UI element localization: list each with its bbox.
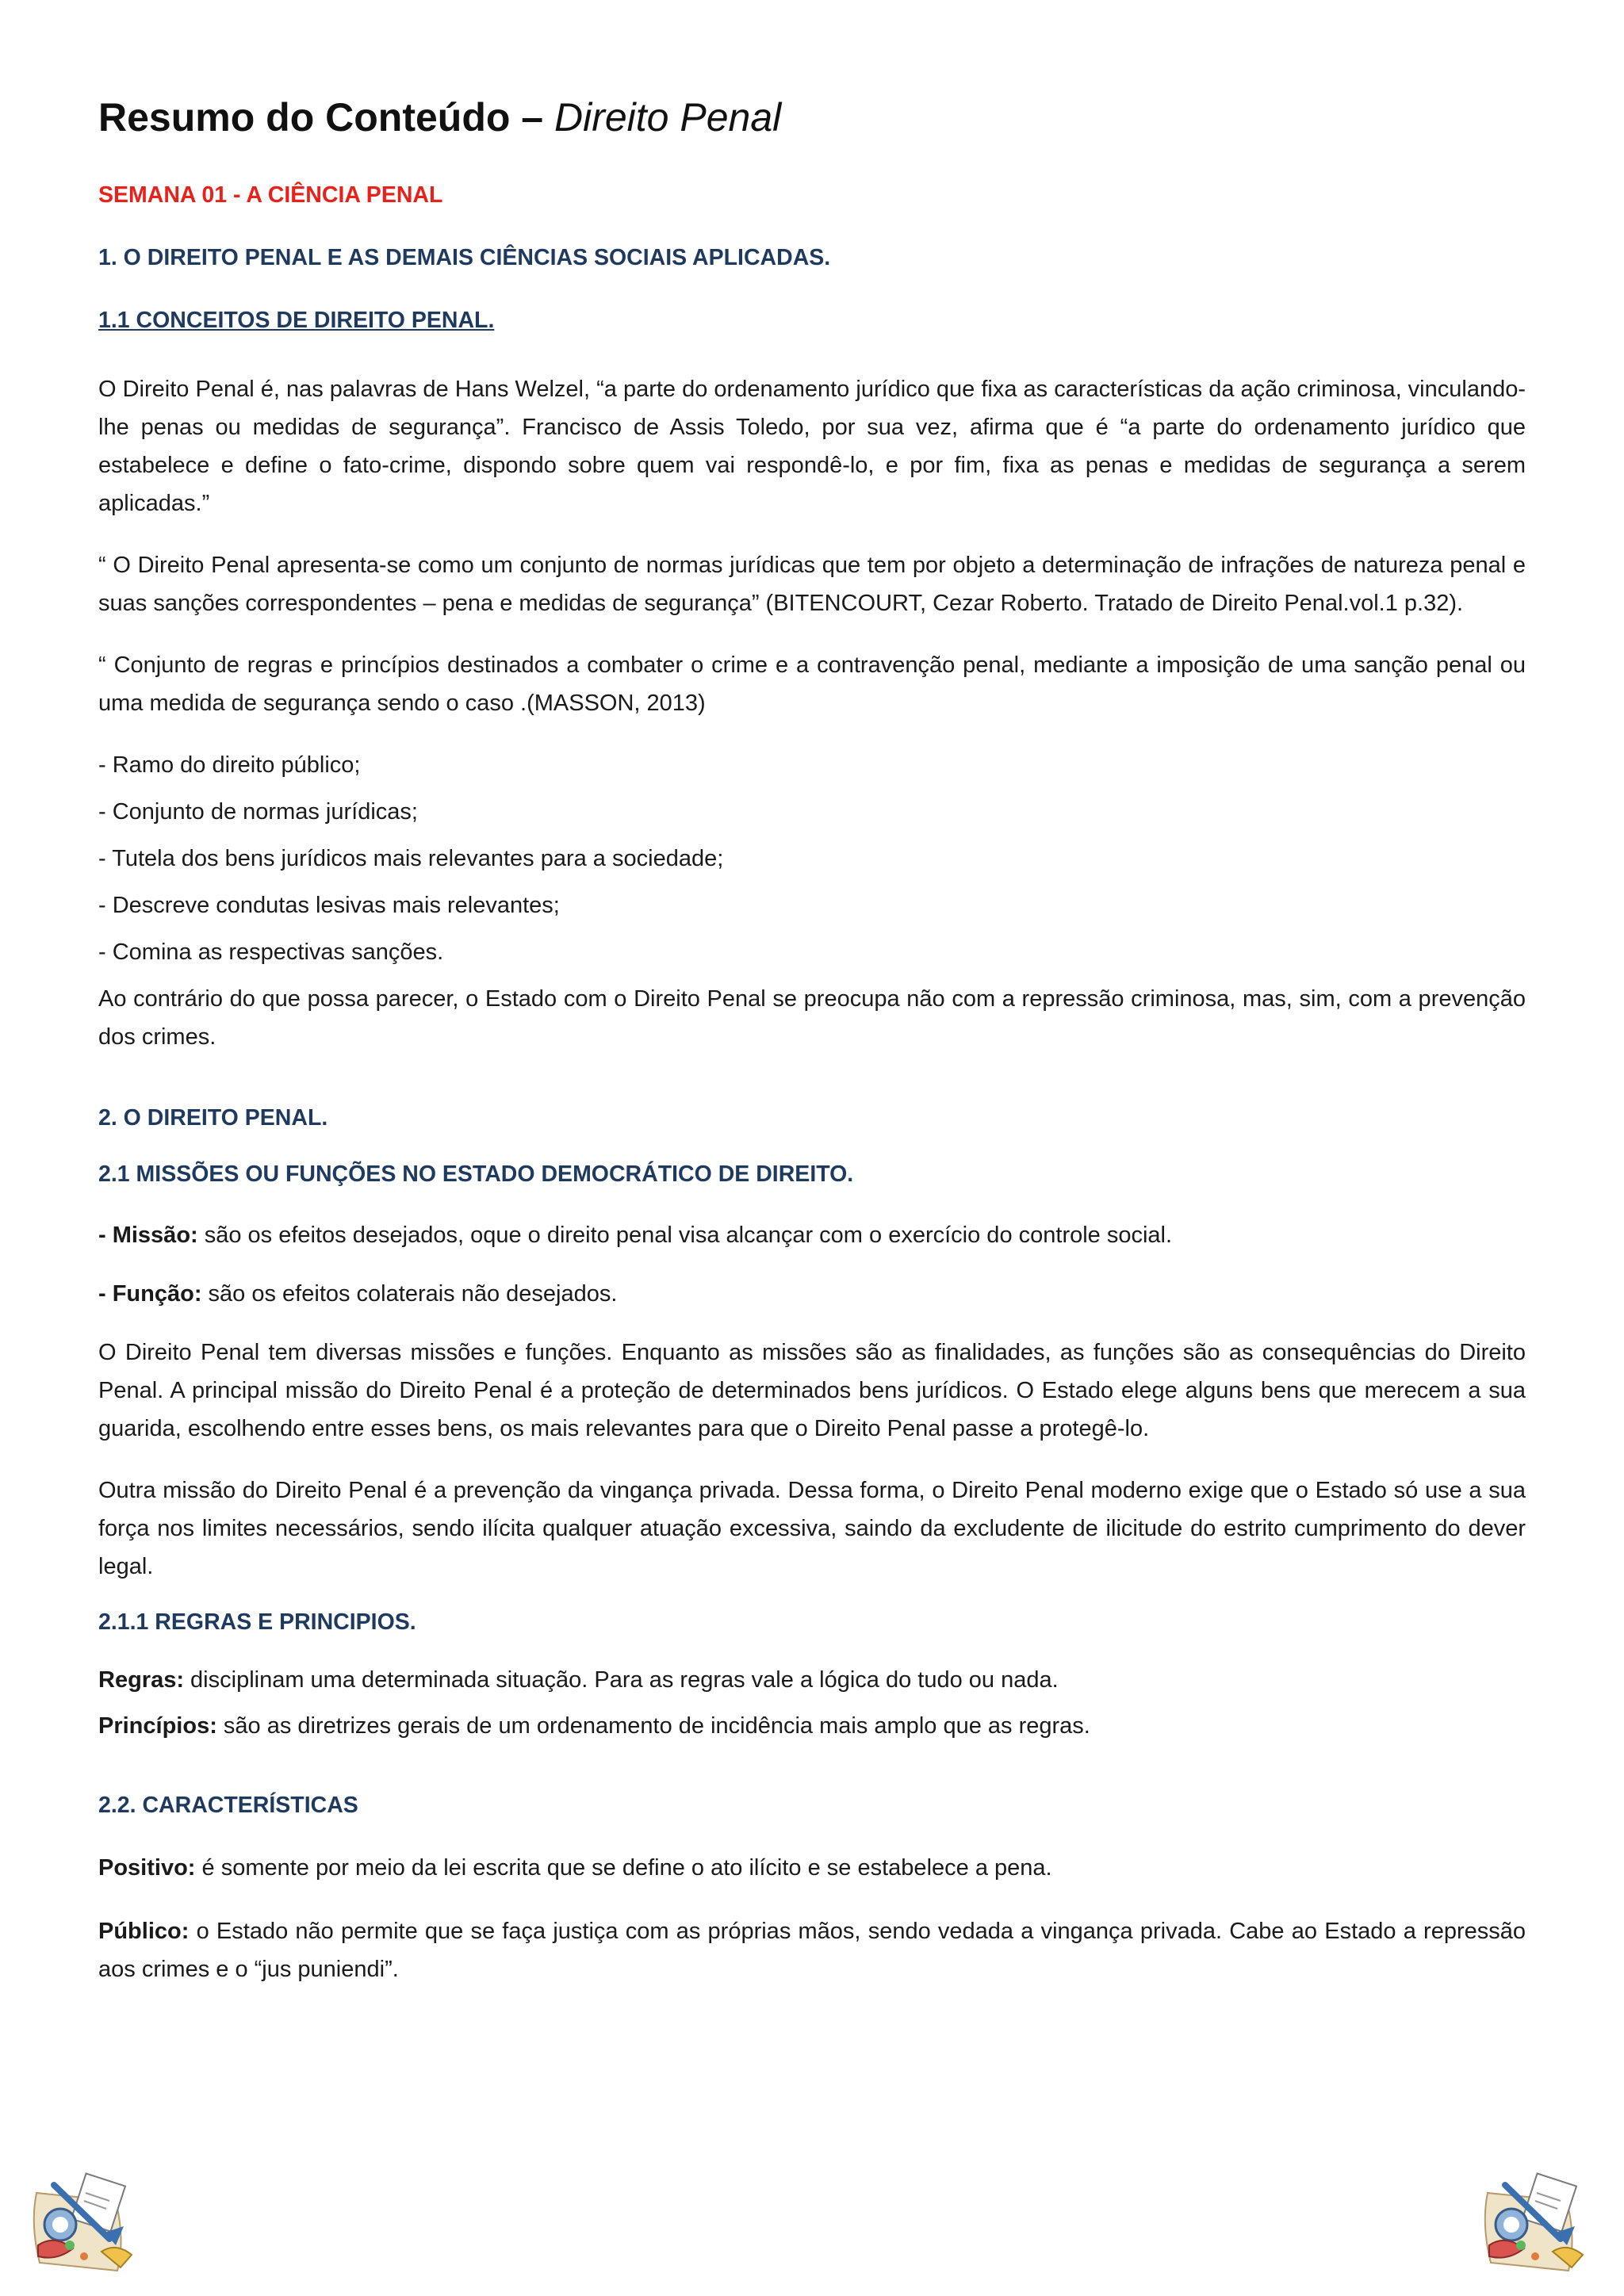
section-1-heading: 1. O DIREITO PENAL E AS DEMAIS CIÊNCIAS SOCIAIS APLICADAS. [98,245,831,270]
title-subject: Direito Penal [554,95,782,140]
positivo-text: é somente por meio da lei escrita que se define o ato ilícito e se estabelece a pena. [195,1855,1052,1881]
section-1-1-heading: 1.1 CONCEITOS DE DIREITO PENAL. [98,308,495,333]
week-heading: SEMANA 01 - A CIÊNCIA PENAL [98,182,443,208]
missao-label: - Missão: [98,1223,198,1248]
list-item: - Tutela dos bens jurídicos mais relevantes para a sociedade; [98,846,724,871]
missao-text: são os efeitos desejados, oque o direito penal visa alcançar com o exercício do controle social. [197,1223,1173,1248]
funcao-definition [98,1275,1526,1313]
publico-definition [98,1912,1526,1988]
list-item: - Ramo do direito público; [98,752,361,778]
regras-label: Regras: [98,1667,184,1693]
section-2-1-1-heading: 2.1.1 REGRAS E PRINCIPIOS. [98,1609,416,1635]
section-2-2-heading: 2.2. CARACTERÍSTICAS [98,1793,358,1818]
title-main: Resumo do Conteúdo – [98,95,554,140]
funcao-text: são os efeitos colaterais não desejados. [201,1281,618,1307]
principios-definition [98,1707,1526,1745]
list-item: - Descreve condutas lesivas mais relevantes; [98,893,560,918]
publico-text: o Estado não permite que se faça justiça com as próprias mãos, sendo vedada a vingança privada. Cabe ao Estado a repressão aos crimes e o “jus puniendi”. [98,1919,1526,1982]
publico-label: Público: [98,1919,190,1944]
regras-text: disciplinam uma determinada situação. Para as regras vale a lógica do tudo ou nada. [184,1667,1059,1693]
paragraph-missoes-funcoes: O Direito Penal tem diversas missões e funções. Enquanto as missões são as finalidades, as funções são as consequências do Direito Penal. A principal missão do Direito Penal é a proteção de determinados bens jurídicos. O Estado elege alguns bens que merecem a sua guarida, escolhendo entre esses bens, os mais relevantes para que o Direito Penal passe a protegê-lo. [98,1340,1526,1441]
section-2-heading: 2. O DIREITO PENAL. [98,1105,328,1131]
section-2-1-heading: 2.1 MISSÕES OU FUNÇÕES NO ESTADO DEMOCRÁTICO DE DIREITO. [98,1161,854,1187]
list-item: - Conjunto de normas jurídicas; [98,799,418,825]
justice-clipart-icon [1473,2169,1600,2280]
paragraph-masson: “ Conjunto de regras e princípios destinados a combater o crime e a contravenção penal, mediante a imposição de uma sanção penal ou uma medida de segurança sendo o caso .(MASSON, 2013) [98,652,1526,716]
principios-label: Princípios: [98,1713,217,1739]
missao-definition [98,1216,1526,1254]
regras-definition [98,1661,1526,1699]
paragraph-vinganca-privada: Outra missão do Direito Penal é a prevenção da vingança privada. Dessa forma, o Direito Penal moderno exige que o Estado só use a sua força nos limites necessários, sendo ilícita qualquer atuação excessiva, saindo da excludente de ilicitude do estrito cumprimento do dever legal. [98,1478,1526,1579]
list-item: - Comina as respectivas sanções. [98,939,444,965]
paragraph-bitencourt: “ O Direito Penal apresenta-se como um conjunto de normas jurídicas que tem por objeto a determinação de infrações de natureza penal e suas sanções correspondentes – pena e medidas de segurança” (BITENCOURT, Cezar Roberto. Tratado de Direito Penal.vol.1 p.32). [98,553,1526,616]
paragraph-welzel: O Direito Penal é, nas palavras de Hans Welzel, “a parte do ordenamento jurídico que fixa as características da ação criminosa, vinculando-lhe penas ou medidas de segurança”. Francisco de Assis Toledo, por sua vez, afirma que é “a parte do ordenamento jurídico que estabelece e define o fato-crime, dispondo sobre quem vai respondê-lo, e por fim, fixa as penas e medidas de segurança a serem aplicadas.” [98,377,1526,516]
document-title [98,94,1526,141]
positivo-definition [98,1849,1526,1887]
document-page [98,94,1526,2012]
positivo-label: Positivo: [98,1855,196,1881]
paragraph-prevencao: Ao contrário do que possa parecer, o Estado com o Direito Penal se preocupa não com a repressão criminosa, mas, sim, com a prevenção dos crimes. [98,986,1526,1050]
justice-clipart-icon [22,2169,149,2280]
characteristics-list [98,746,1526,971]
funcao-label: - Função: [98,1281,202,1307]
principios-text: são as diretrizes gerais de um ordenamento de incidência mais amplo que as regras. [216,1713,1090,1739]
